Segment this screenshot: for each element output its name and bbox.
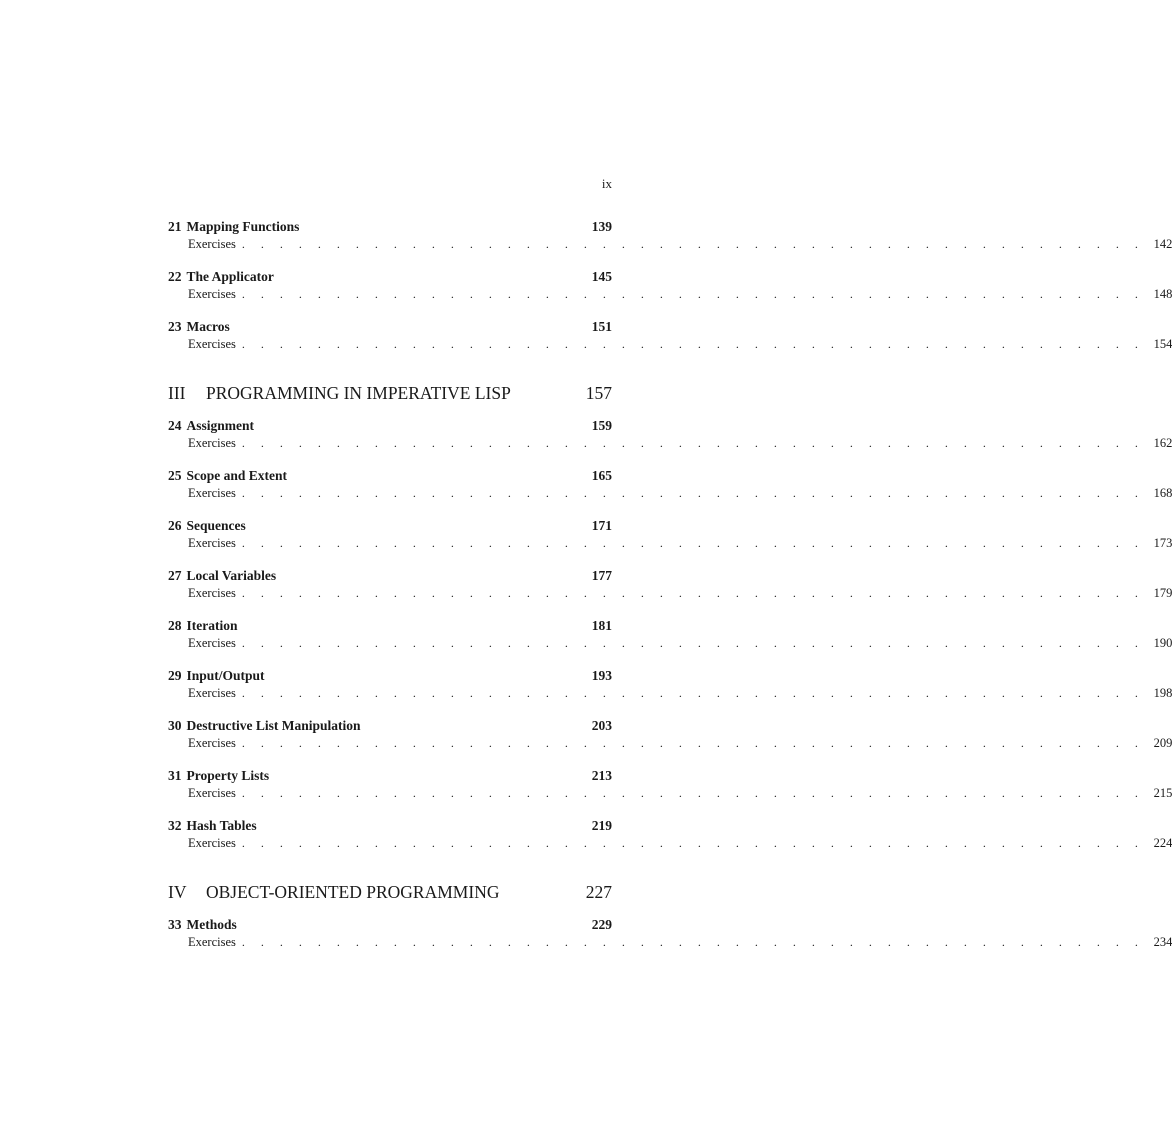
exercises-label: Exercises (188, 686, 236, 700)
chapter-title: Local Variables (186, 568, 277, 583)
exercises-page: 179 (1153, 586, 1172, 600)
chapter-number: 24 (168, 418, 182, 433)
chapter-page: 193 (591, 668, 612, 683)
part-number: III (168, 383, 186, 403)
chapter-row[interactable] (168, 767, 612, 785)
chapter-page: 165 (591, 468, 612, 483)
exercises-row[interactable] (168, 236, 1172, 253)
chapter-title: Scope and Extent (186, 468, 288, 483)
exercises-page: 173 (1153, 536, 1172, 550)
chapter-page: 229 (591, 917, 612, 932)
exercises-row[interactable] (168, 535, 1172, 552)
chapter-title: Destructive List Manipulation (186, 718, 361, 733)
dot-leader: . . . . . . . . . . . . . . . . . . . . . . . . . . . . . . . . . . . . . . . . . . . . . . . . (241, 836, 1145, 850)
chapter-number: 25 (168, 468, 182, 483)
chapter-title: Mapping Functions (186, 219, 300, 234)
part-heading-iv[interactable] (168, 881, 612, 903)
toc-chapter-27 (168, 567, 1172, 602)
part-page: 157 (585, 383, 612, 403)
dot-leader: . . . . . . . . . . . . . . . . . . . . . . . . . . . . . . . . . . . . . . . . . . . . . . . . (241, 786, 1145, 800)
chapter-page: 177 (591, 568, 612, 583)
dot-leader: . . . . . . . . . . . . . . . . . . . . . . . . . . . . . . . . . . . . . . . . . . . . . . . . (241, 935, 1145, 949)
chapter-page: 203 (591, 718, 612, 733)
chapter-number: 31 (168, 768, 182, 783)
exercises-row[interactable] (168, 485, 1172, 502)
chapter-row[interactable] (168, 417, 612, 435)
chapter-number: 23 (168, 319, 182, 334)
exercises-label: Exercises (188, 586, 236, 600)
chapter-title: Input/Output (186, 668, 265, 683)
exercises-row[interactable] (168, 336, 1172, 353)
dot-leader: . . . . . . . . . . . . . . . . . . . . . . . . . . . . . . . . . . . . . . . . . . . . . . . . (241, 287, 1145, 301)
dot-leader: . . . . . . . . . . . . . . . . . . . . . . . . . . . . . . . . . . . . . . . . . . . . . . . . (241, 337, 1145, 351)
exercises-label: Exercises (188, 436, 236, 450)
exercises-row[interactable] (168, 835, 1172, 852)
toc-chapter-26 (168, 517, 1172, 552)
chapter-row[interactable] (168, 567, 612, 585)
chapter-title: Property Lists (186, 768, 270, 783)
toc-chapter-30 (168, 717, 1172, 752)
exercises-row[interactable] (168, 735, 1172, 752)
toc-chapter-32 (168, 817, 1172, 852)
exercises-label: Exercises (188, 786, 236, 800)
exercises-row[interactable] (168, 934, 1172, 951)
exercises-page: 148 (1153, 287, 1172, 301)
chapter-number: 30 (168, 718, 182, 733)
dot-leader: . . . . . . . . . . . . . . . . . . . . . . . . . . . . . . . . . . . . . . . . . . . . . . . . (241, 536, 1145, 550)
chapter-row[interactable] (168, 517, 612, 535)
toc-chapter-29 (168, 667, 1172, 702)
chapter-row[interactable] (168, 467, 612, 485)
dot-leader: . . . . . . . . . . . . . . . . . . . . . . . . . . . . . . . . . . . . . . . . . . . . . . . . (241, 237, 1145, 251)
exercises-label: Exercises (188, 636, 236, 650)
exercises-page: 142 (1153, 237, 1172, 251)
chapter-row[interactable] (168, 617, 612, 635)
exercises-page: 168 (1153, 486, 1172, 500)
chapter-title: Assignment (186, 418, 255, 433)
exercises-page: 209 (1153, 736, 1172, 750)
chapter-title: Sequences (186, 518, 246, 533)
dot-leader: . . . . . . . . . . . . . . . . . . . . . . . . . . . . . . . . . . . . . . . . . . . . . . . . (241, 586, 1145, 600)
chapter-row[interactable] (168, 817, 612, 835)
exercises-page: 224 (1153, 836, 1172, 850)
dot-leader: . . . . . . . . . . . . . . . . . . . . . . . . . . . . . . . . . . . . . . . . . . . . . . . . (241, 486, 1145, 500)
toc-chapter-23 (168, 318, 1172, 353)
exercises-page: 215 (1153, 786, 1172, 800)
chapter-number: 32 (168, 818, 182, 833)
chapter-number: 21 (168, 219, 182, 234)
exercises-page: 154 (1153, 337, 1172, 351)
chapter-page: 213 (591, 768, 612, 783)
chapter-row[interactable] (168, 916, 612, 934)
table-of-contents (168, 218, 1172, 966)
chapter-number: 33 (168, 917, 182, 932)
chapter-title: Macros (186, 319, 230, 334)
chapter-number: 28 (168, 618, 182, 633)
exercises-row[interactable] (168, 585, 1172, 602)
exercises-row[interactable] (168, 685, 1172, 702)
toc-chapter-25 (168, 467, 1172, 502)
page-number: ix (601, 176, 612, 191)
chapter-number: 27 (168, 568, 182, 583)
exercises-row[interactable] (168, 785, 1172, 802)
chapter-title: Iteration (186, 618, 238, 633)
exercises-label: Exercises (188, 736, 236, 750)
chapter-number: 29 (168, 668, 182, 683)
toc-chapter-22 (168, 268, 1172, 303)
chapter-row[interactable] (168, 667, 612, 685)
chapter-page: 139 (591, 219, 612, 234)
exercises-page: 162 (1153, 436, 1172, 450)
chapter-page: 181 (591, 618, 612, 633)
chapter-row[interactable] (168, 218, 612, 236)
exercises-label: Exercises (188, 836, 236, 850)
chapter-row[interactable] (168, 717, 612, 735)
part-title: OBJECT-ORIENTED PROGRAMMING (206, 882, 500, 902)
chapter-number: 22 (168, 269, 182, 284)
toc-chapter-33 (168, 916, 1172, 951)
exercises-row[interactable] (168, 635, 1172, 652)
exercises-label: Exercises (188, 287, 236, 301)
chapter-title: Methods (186, 917, 237, 932)
part-title: PROGRAMMING IN IMPERATIVE LISP (206, 383, 511, 403)
exercises-page: 190 (1153, 636, 1172, 650)
exercises-page: 234 (1153, 935, 1172, 949)
chapter-row[interactable] (168, 268, 612, 286)
part-number: IV (168, 882, 187, 902)
toc-chapter-24 (168, 417, 1172, 452)
chapter-title: The Applicator (186, 269, 274, 284)
dot-leader: . . . . . . . . . . . . . . . . . . . . . . . . . . . . . . . . . . . . . . . . . . . . . . . . (241, 686, 1145, 700)
chapter-page: 151 (591, 319, 612, 334)
exercises-row[interactable] (168, 286, 1172, 303)
chapter-page: 145 (591, 269, 612, 284)
chapter-title: Hash Tables (186, 818, 257, 833)
chapter-number: 26 (168, 518, 182, 533)
toc-chapter-31 (168, 767, 1172, 802)
dot-leader: . . . . . . . . . . . . . . . . . . . . . . . . . . . . . . . . . . . . . . . . . . . . . . . . (241, 636, 1145, 650)
exercises-label: Exercises (188, 935, 236, 949)
chapter-page: 159 (591, 418, 612, 433)
part-heading-iii[interactable] (168, 382, 612, 404)
chapter-page: 219 (591, 818, 612, 833)
exercises-label: Exercises (188, 486, 236, 500)
toc-chapter-21 (168, 218, 1172, 253)
chapter-page: 171 (591, 518, 612, 533)
exercises-label: Exercises (188, 536, 236, 550)
part-page: 227 (585, 882, 612, 902)
exercises-page: 198 (1153, 686, 1172, 700)
exercises-label: Exercises (188, 237, 236, 251)
chapter-row[interactable] (168, 318, 612, 336)
toc-chapter-28 (168, 617, 1172, 652)
exercises-row[interactable] (168, 435, 1172, 452)
dot-leader: . . . . . . . . . . . . . . . . . . . . . . . . . . . . . . . . . . . . . . . . . . . . . . . . (241, 736, 1145, 750)
dot-leader: . . . . . . . . . . . . . . . . . . . . . . . . . . . . . . . . . . . . . . . . . . . . . . . . (241, 436, 1145, 450)
exercises-label: Exercises (188, 337, 236, 351)
